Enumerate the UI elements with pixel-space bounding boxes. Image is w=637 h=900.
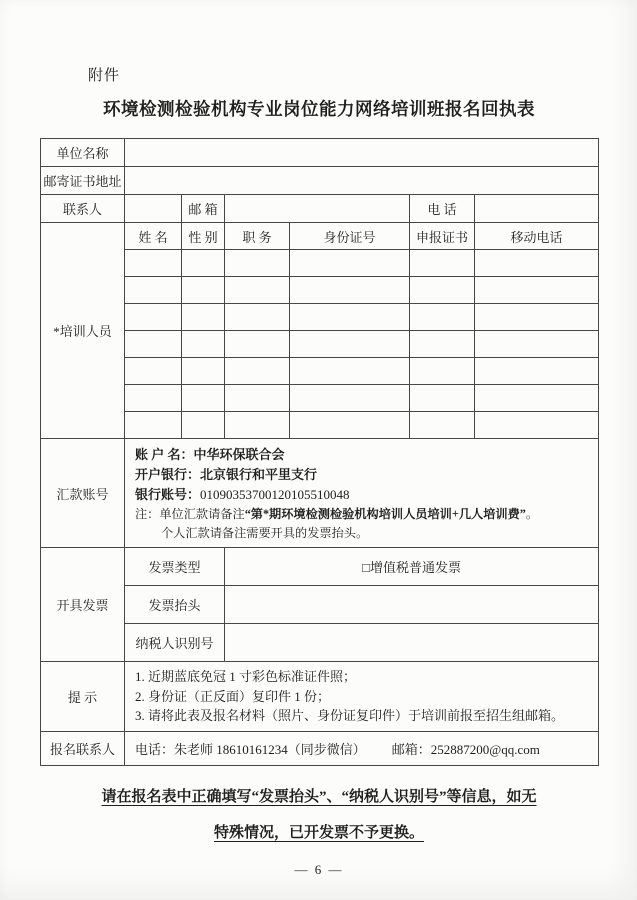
trainee-col-gender: 性 别 — [182, 223, 225, 250]
invoice-type-value: 增值税普通发票 — [369, 560, 461, 575]
trainee-col-certificate: 申报证书 — [410, 223, 475, 250]
trainee-empty-cell — [125, 385, 182, 412]
registration-contact-label: 报名联系人 — [41, 731, 125, 765]
trainee-empty-cell — [125, 331, 182, 358]
tax-id-field — [225, 624, 599, 662]
tip-item-2: 2. 身份证（正反面）复印件 1 份； — [135, 688, 331, 704]
trainee-empty-cell — [182, 304, 225, 331]
remittance-note-line1 — [135, 505, 590, 524]
trainees-label: *培训人员 — [41, 223, 125, 439]
trainee-empty-cell — [410, 304, 475, 331]
contact-label: 联系人 — [41, 195, 125, 223]
trainee-empty-row — [41, 331, 599, 358]
unit-name-label: 单位名称 — [41, 139, 125, 167]
trainee-empty-cell — [290, 304, 410, 331]
trainee-empty-cell — [182, 277, 225, 304]
trainee-empty-cell — [410, 250, 475, 277]
trainee-empty-cell — [475, 358, 599, 385]
invoice-type-field — [225, 548, 599, 586]
trainee-empty-cell — [225, 358, 290, 385]
account-no-label: 银行账号： — [135, 487, 201, 502]
trainee-empty-row — [41, 385, 599, 412]
registration-contact-row — [41, 731, 599, 765]
trainee-empty-cell — [410, 358, 475, 385]
remittance-note-line2: 个人汇款请备注需要开具的发票抬头。 — [161, 525, 369, 540]
tip-item-1: 1. 近期蓝底免冠 1 寸彩色标准证件照； — [135, 669, 357, 684]
bank-label: 开户银行： — [135, 467, 201, 482]
trainee-empty-cell — [410, 331, 475, 358]
trainee-empty-cell — [182, 385, 225, 412]
mailing-address-row — [41, 167, 599, 195]
trainee-col-id-number: 身份证号 — [290, 223, 410, 250]
trainee-empty-cell — [225, 412, 290, 439]
trainee-empty-cell — [290, 358, 410, 385]
tax-id-row — [41, 624, 599, 662]
trainee-empty-cell — [225, 304, 290, 331]
trainee-empty-row — [41, 304, 599, 331]
account-no-value: 01090353700120105510048 — [200, 487, 350, 502]
checkbox-unchecked-icon: □ — [362, 560, 370, 575]
tax-id-label: 纳税人识别号 — [125, 624, 225, 662]
footer-note-line2: 特殊情况，已开发票不予更换。 — [213, 824, 424, 841]
trainee-empty-cell — [125, 250, 182, 277]
mailing-address-field — [125, 167, 599, 195]
trainee-tbody — [41, 139, 599, 439]
trainee-empty-row — [41, 277, 599, 304]
trainee-empty-row — [41, 412, 599, 439]
trainee-empty-row — [41, 250, 599, 277]
trainee-empty-cell — [182, 358, 225, 385]
trainee-empty-cell — [290, 250, 410, 277]
trainee-empty-cell — [225, 250, 290, 277]
trainee-empty-cell — [125, 277, 182, 304]
remittance-bank-line — [135, 465, 590, 485]
bank-value: 北京银行和平里支行 — [200, 467, 318, 482]
invoice-title-row — [41, 586, 599, 624]
account-name-label: 账 户 名： — [135, 447, 194, 462]
remittance-account-name-line — [135, 445, 590, 465]
trainee-empty-cell — [410, 412, 475, 439]
contact-name-field — [125, 195, 182, 223]
trainee-empty-cell — [290, 412, 410, 439]
trainee-empty-cell — [125, 412, 182, 439]
trainee-col-position: 职 务 — [225, 223, 290, 250]
invoice-title-field — [225, 586, 599, 624]
trainee-empty-cell — [475, 331, 599, 358]
note-suffix: 。 — [525, 507, 539, 521]
trainee-col-mobile: 移动电话 — [475, 223, 599, 250]
tips-label: 提 示 — [41, 662, 125, 732]
remittance-account-no-line — [135, 485, 590, 505]
page-number: — 6 — — [294, 861, 344, 877]
trainee-empty-cell — [125, 358, 182, 385]
tip-item-3: 3. 请将此表及报名材料（照片、身份证复印件）于培训前报至招生组邮箱。 — [135, 708, 565, 723]
trainee-empty-cell — [290, 331, 410, 358]
unit-name-field — [125, 139, 599, 167]
remittance-label: 汇款账号 — [41, 439, 125, 548]
footer-note — [40, 779, 598, 851]
trainee-empty-cell — [475, 250, 599, 277]
account-name-value: 中华环保联合会 — [193, 447, 285, 462]
contact-phone-label: 电 话 — [410, 195, 475, 223]
remittance-row — [41, 439, 599, 548]
trainee-empty-cell — [290, 385, 410, 412]
document-title: 环境检测检验机构专业岗位能力网络培训班报名回执表 — [103, 99, 535, 119]
mailing-address-label: 邮寄证书地址 — [41, 167, 125, 195]
trainee-empty-row — [41, 358, 599, 385]
trainee-col-name: 姓 名 — [125, 223, 182, 250]
trainee-empty-cell — [475, 412, 599, 439]
trainee-empty-cell — [182, 412, 225, 439]
trainee-empty-cell — [182, 250, 225, 277]
contact-email-field — [225, 195, 410, 223]
invoice-type-row — [41, 548, 599, 586]
trainee-empty-cell — [125, 304, 182, 331]
trainee-empty-cell — [475, 304, 599, 331]
tips-content — [125, 662, 599, 732]
registration-contact-phone: 电话：朱老师 18610161234（同步微信） — [135, 741, 366, 757]
trainee-header-row — [41, 223, 599, 250]
trainee-empty-cell — [225, 385, 290, 412]
trainee-empty-cell — [475, 277, 599, 304]
trainee-empty-cell — [182, 331, 225, 358]
note-prefix: 注：单位汇款请备注 — [135, 507, 245, 521]
unit-name-row — [41, 139, 599, 167]
contact-row — [41, 195, 599, 223]
contact-email-label: 邮 箱 — [182, 195, 225, 223]
invoice-title-label: 发票抬头 — [125, 586, 225, 624]
attachment-label: 附件 — [88, 68, 121, 84]
note-emphasis: “第*期环境检测检验机构培训人员培训+几人培训费” — [244, 507, 526, 521]
invoice-type-label: 发票类型 — [125, 548, 225, 586]
trainee-empty-cell — [290, 277, 410, 304]
trainee-empty-cell — [225, 331, 290, 358]
trainee-empty-cell — [410, 277, 475, 304]
remittance-content — [125, 439, 599, 548]
registration-contact-email: 邮箱：252887200@qq.com — [391, 741, 540, 757]
trainee-empty-cell — [225, 277, 290, 304]
footer-note-line1: 请在报名表中正确填写“发票抬头”、“纳税人识别号”等信息，如无 — [101, 788, 537, 805]
tips-row — [41, 662, 599, 732]
registration-contact-content — [125, 731, 599, 765]
trainee-empty-cell — [475, 385, 599, 412]
trainee-empty-cell — [410, 385, 475, 412]
contact-phone-field — [475, 195, 599, 223]
invoice-label: 开具发票 — [41, 548, 125, 662]
registration-form-table — [40, 138, 599, 766]
